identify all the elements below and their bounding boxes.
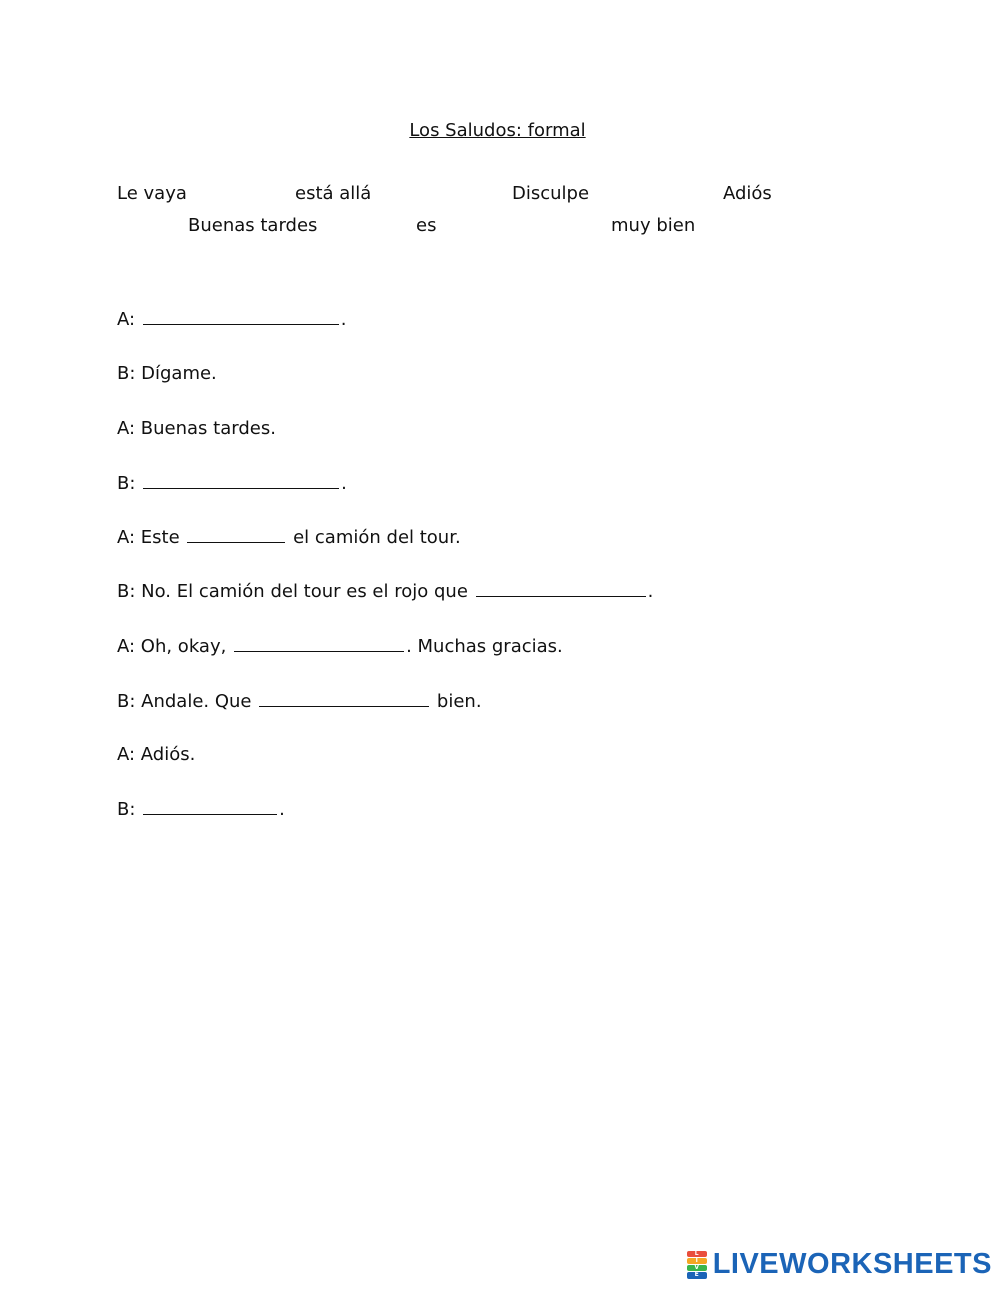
answer-blank[interactable] — [143, 308, 339, 325]
answer-blank[interactable] — [143, 798, 277, 815]
liveworksheets-logo-icon: L I V E — [687, 1251, 707, 1279]
dialogue-line: B: Andale. Que bien. — [117, 691, 482, 712]
liveworksheets-brand[interactable] — [687, 1248, 992, 1281]
dialogue-line: B: No. El camión del tour es el rojo que . — [117, 581, 654, 602]
answer-blank[interactable] — [476, 580, 646, 597]
word-bank-item: Buenas tardes — [188, 215, 318, 236]
dialogue-line: B: . — [117, 799, 285, 820]
word-bank-item: Le vaya — [117, 183, 187, 204]
dialogue-line: B: . — [117, 473, 347, 494]
word-bank-item: está allá — [295, 183, 372, 204]
page-title: Los Saludos: formal — [409, 120, 586, 141]
answer-blank[interactable] — [259, 690, 429, 707]
answer-blank[interactable] — [234, 635, 404, 652]
word-bank-item: muy bien — [611, 215, 696, 236]
dialogue-line: A: Adiós. — [117, 744, 196, 765]
word-bank-item: es — [416, 215, 437, 236]
dialogue-line: A: Buenas tardes. — [117, 418, 276, 439]
dialogue-line: A: Este el camión del tour. — [117, 527, 461, 548]
brand-name: LIVEWORKSHEETS — [712, 1248, 992, 1280]
dialogue-line: A: Oh, okay, . Muchas gracias. — [117, 636, 563, 657]
dialogue-line: B: Dígame. — [117, 363, 217, 384]
word-bank-item: Adiós — [723, 183, 772, 204]
word-bank-item: Disculpe — [512, 183, 590, 204]
dialogue-line: A: . — [117, 309, 347, 330]
answer-blank[interactable] — [143, 472, 339, 489]
answer-blank[interactable] — [187, 526, 285, 543]
